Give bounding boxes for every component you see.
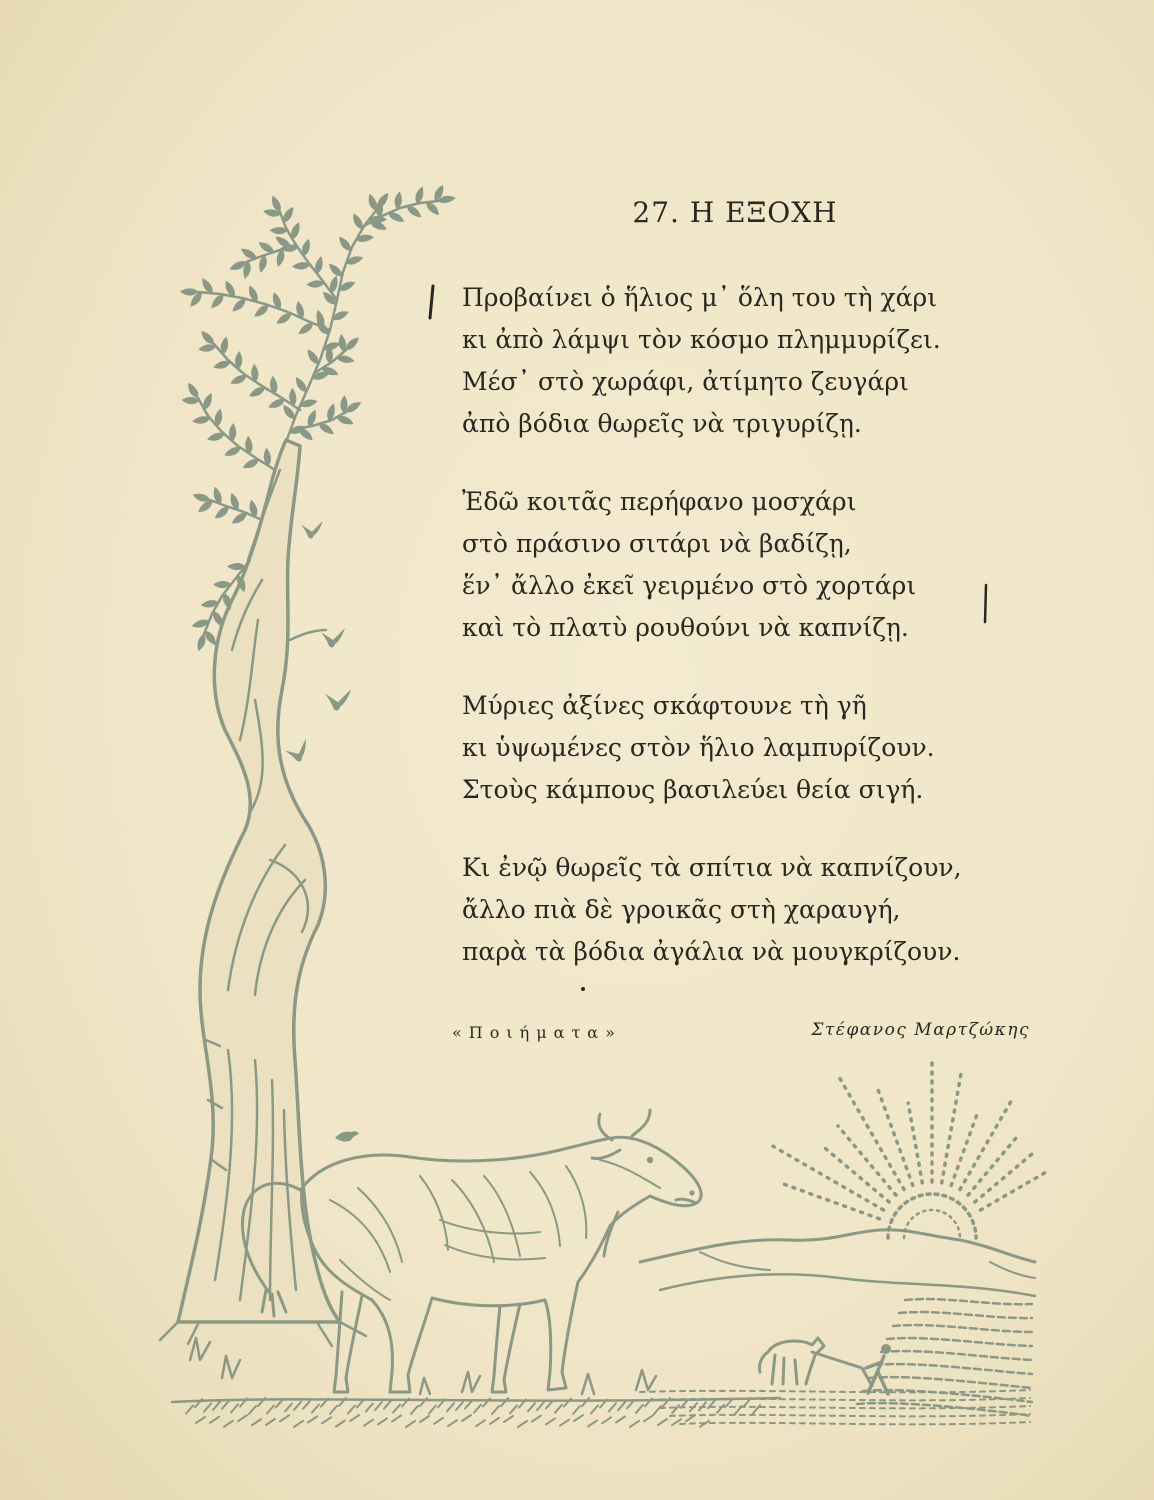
ground-hatch bbox=[447, 1403, 454, 1411]
ground-hatch bbox=[222, 1401, 229, 1409]
ground-hatch bbox=[420, 1416, 429, 1422]
field-furrow bbox=[881, 1351, 1032, 1360]
poem-line: Μέσ᾽ στὸ χωράφι, ἀτίμητο ζευγάρι bbox=[462, 367, 909, 396]
author-name: Στέφανος Μαρτζώκης bbox=[811, 1020, 1030, 1040]
ground-hatch bbox=[366, 1403, 373, 1411]
field-furrow bbox=[670, 1414, 1030, 1416]
ground-hatch bbox=[456, 1402, 463, 1410]
poem-line: κι ὑψωμένες στὸν ἥλιο λαμπυρίζουν. bbox=[462, 733, 935, 762]
stanza-4 bbox=[462, 847, 962, 973]
sun-rays bbox=[773, 1061, 1049, 1219]
poem-line: Κι ἐνῷ θωρεῖς τὰ σπίτια νὰ καπνίζουν, bbox=[462, 853, 962, 882]
field-furrow bbox=[899, 1312, 1032, 1318]
plowman-figure bbox=[866, 1356, 888, 1394]
source-work-title: «Ποιήματα» bbox=[452, 1023, 622, 1042]
fields-illustration bbox=[640, 1299, 1032, 1424]
ground-hatch bbox=[591, 1405, 598, 1413]
sun-ray bbox=[782, 1183, 880, 1219]
ground-hatch bbox=[303, 1401, 310, 1409]
poem-line: Ἐδῶ κοιτᾶς περήφανο μοσχάρι bbox=[462, 487, 857, 516]
plowman-head bbox=[881, 1344, 891, 1354]
ground-hatch bbox=[378, 1418, 387, 1424]
ground-hatch bbox=[406, 1421, 415, 1427]
ground-hatch bbox=[280, 1415, 289, 1421]
field-furrow bbox=[857, 1403, 1032, 1416]
ground-hatch bbox=[393, 1405, 400, 1413]
ground-hatch bbox=[266, 1419, 275, 1425]
poem-body bbox=[462, 277, 962, 1009]
field-furrow bbox=[660, 1406, 1030, 1408]
leaf bbox=[306, 280, 324, 288]
field-furrow bbox=[887, 1338, 1032, 1346]
ground-hatch bbox=[644, 1415, 653, 1421]
leaf bbox=[296, 321, 315, 337]
ground-hatch bbox=[196, 1417, 205, 1423]
ground-hatch bbox=[672, 1405, 679, 1413]
stanza-3 bbox=[462, 685, 962, 811]
ground-hatch bbox=[224, 1421, 233, 1427]
ground-hatch bbox=[249, 1406, 256, 1414]
ground-hatch bbox=[448, 1420, 457, 1426]
ground-hatch bbox=[384, 1401, 391, 1409]
pencil-mark bbox=[430, 286, 433, 318]
ground-hatch bbox=[210, 1417, 219, 1423]
ground-hatch bbox=[312, 1405, 319, 1413]
plowman-illustration bbox=[759, 1338, 891, 1394]
stanza-2 bbox=[462, 481, 962, 649]
ground-hatch bbox=[573, 1406, 580, 1414]
sun-ray bbox=[951, 1111, 978, 1186]
ground-hatch bbox=[350, 1415, 359, 1421]
ground-hatch bbox=[465, 1401, 472, 1409]
ground-hatch bbox=[532, 1416, 541, 1422]
poem-title: 27. Η ΕΞΟΧΗ bbox=[632, 196, 838, 229]
hill-line bbox=[700, 1252, 1035, 1278]
ground-hatch bbox=[616, 1417, 625, 1423]
ground-hatch bbox=[411, 1406, 418, 1414]
poem-line: ἕν᾽ ἄλλο ἐκεῖ γειρμένο στὸ χορτάρι bbox=[462, 571, 917, 600]
field-furrow bbox=[680, 1422, 1030, 1424]
poem-line: Μύριες ἀξίνες σκάφτουνε τὴ γῆ bbox=[462, 691, 867, 720]
ground-hatch bbox=[336, 1421, 345, 1427]
ground-hatch bbox=[510, 1405, 517, 1413]
perched-bird-icon bbox=[335, 1131, 359, 1141]
ground-hatch bbox=[375, 1402, 382, 1410]
ground-hatch bbox=[231, 1404, 238, 1412]
leaf bbox=[337, 234, 353, 253]
ground-hatch bbox=[285, 1404, 292, 1412]
ground-hatch bbox=[630, 1421, 639, 1427]
bird-icon bbox=[301, 521, 323, 539]
bird-icon bbox=[325, 689, 351, 711]
ground-hatch bbox=[204, 1404, 211, 1412]
grass-tufts bbox=[190, 1338, 656, 1394]
poem-line: στὸ πράσινο σιτάρι νὰ βαδίζῃ, bbox=[462, 529, 852, 558]
ground-hatch bbox=[392, 1416, 401, 1422]
ground-hatch bbox=[560, 1420, 569, 1426]
leaf bbox=[305, 347, 321, 366]
ground-hatch bbox=[504, 1416, 513, 1422]
poem-line: παρὰ τὰ βόδια ἀγάλια νὰ μουγκρίζουν. bbox=[462, 937, 961, 966]
ground-hatch bbox=[308, 1417, 317, 1423]
plough bbox=[812, 1352, 872, 1386]
ground-hatch bbox=[602, 1417, 611, 1423]
leaf bbox=[252, 303, 271, 319]
ground-hatch bbox=[627, 1400, 634, 1408]
ground-hatch bbox=[654, 1406, 661, 1414]
branch bbox=[280, 212, 337, 300]
ground-hatch bbox=[618, 1402, 625, 1410]
ground-hatch bbox=[636, 1405, 643, 1413]
ground-hatch bbox=[518, 1421, 527, 1427]
poem-line: Προβαίνει ὁ ἥλιος μ᾽ ὅλη του τὴ χάρι bbox=[462, 283, 938, 312]
ground-hatch bbox=[658, 1419, 667, 1425]
ground-hatch bbox=[492, 1406, 499, 1414]
ground-hatch bbox=[238, 1415, 247, 1421]
poem-line: Στοὺς κάμπους βασιλεύει θεία σιγή. bbox=[462, 775, 924, 804]
bull-nostril bbox=[689, 1190, 694, 1195]
ground-hatch bbox=[528, 1403, 535, 1411]
rising-sun-illustration bbox=[773, 1061, 1049, 1238]
branch bbox=[292, 412, 346, 430]
bird-icon bbox=[283, 738, 312, 765]
poem-line: ἀπὸ βόδια θωρεῖς νὰ τριγυρίζῃ. bbox=[462, 409, 862, 438]
ground-hatch bbox=[186, 1406, 193, 1414]
leaf bbox=[213, 505, 232, 521]
field-furrow bbox=[893, 1325, 1032, 1332]
ground-hatch bbox=[267, 1406, 274, 1414]
hill-line bbox=[660, 1274, 1035, 1296]
sun-ray bbox=[908, 1103, 922, 1183]
ground-illustration bbox=[172, 1338, 780, 1427]
field-furrow bbox=[875, 1364, 1032, 1374]
ground-hatch bbox=[252, 1419, 261, 1425]
ground-hatch bbox=[434, 1418, 443, 1424]
bird-icon-group bbox=[283, 521, 351, 765]
tree-illustration bbox=[160, 183, 456, 1346]
ground-hatch bbox=[588, 1421, 597, 1427]
ground-hatch bbox=[294, 1402, 301, 1410]
field-furrow bbox=[869, 1377, 1032, 1388]
poem-line: ἄλλο πιὰ δὲ γροικᾶς στὴ χαραυγή, bbox=[462, 895, 901, 924]
ground-hatch bbox=[213, 1402, 220, 1410]
poem-line: καὶ τὸ πλατὺ ρουθούνι νὰ καπνίζῃ. bbox=[462, 613, 909, 642]
ground-hatch bbox=[546, 1418, 555, 1424]
ground-hatch bbox=[490, 1418, 499, 1424]
stanza-1 bbox=[462, 277, 962, 445]
field-furrow bbox=[640, 1390, 1030, 1392]
ground-hatch bbox=[537, 1402, 544, 1410]
ground-hatch bbox=[330, 1406, 337, 1414]
plough-ox bbox=[759, 1338, 824, 1384]
ground-hatch bbox=[609, 1403, 616, 1411]
bull-eye bbox=[647, 1157, 653, 1163]
ground-hatch bbox=[364, 1420, 373, 1426]
ground-hatch bbox=[429, 1406, 436, 1414]
ground-hatch bbox=[294, 1421, 303, 1427]
bull-body bbox=[302, 1137, 702, 1392]
ground-hatch bbox=[476, 1420, 485, 1426]
ground-hatch bbox=[322, 1417, 331, 1423]
branch bbox=[198, 398, 275, 470]
field-furrow bbox=[905, 1299, 1032, 1304]
pencil-mark bbox=[985, 585, 986, 622]
ground-hatch bbox=[348, 1406, 355, 1414]
ground-hatch bbox=[574, 1415, 583, 1421]
poem-line: κι ἀπὸ λάμψι τὸν κόσμο πλημμυρίζει. bbox=[462, 325, 941, 354]
ground-hatch bbox=[555, 1405, 562, 1413]
tree-foliage bbox=[180, 183, 457, 652]
ground-hatch bbox=[474, 1405, 481, 1413]
ground-hatch bbox=[735, 1406, 742, 1414]
ground-hatch bbox=[462, 1415, 471, 1421]
